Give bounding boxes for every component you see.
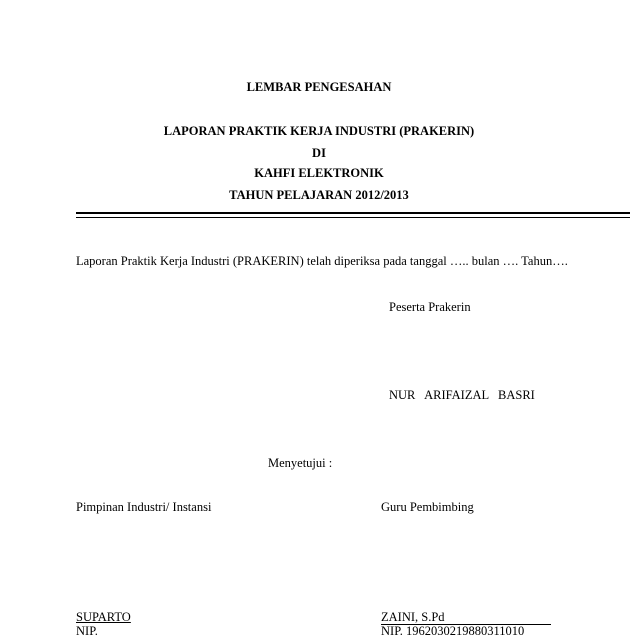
company-name: KAHFI ELEKTRONIK bbox=[254, 166, 384, 180]
report-location-prefix: DI bbox=[312, 146, 326, 160]
academic-year: TAHUN PELAJARAN 2012/2013 bbox=[229, 188, 409, 202]
participant-name: NUR ARIFAIZAL BASRI bbox=[389, 388, 535, 402]
industry-leader-id: NIP. bbox=[76, 624, 98, 638]
industry-leader-name: SUPARTO bbox=[76, 610, 131, 624]
supervisor-id-row bbox=[381, 624, 581, 638]
approval-label: Menyetujui : bbox=[268, 456, 333, 470]
document-title: LEMBAR PENGESAHAN bbox=[246, 80, 392, 94]
header-divider-thick bbox=[76, 212, 630, 214]
report-title-line: LAPORAN PRAKTIK KERJA INDUSTRI (PRAKERIN) bbox=[163, 124, 475, 138]
industry-leader-id-row bbox=[76, 624, 276, 638]
participant-label: Peserta Prakerin bbox=[389, 300, 471, 314]
supervisor-title: Guru Pembimbing bbox=[381, 500, 474, 514]
supervisor-id: NIP. 1962030219880311010 bbox=[381, 624, 525, 638]
verification-statement: Laporan Praktik Kerja Industri (PRAKERIN) telah diperiksa pada tanggal ….. bulan …. Tahun…. bbox=[76, 254, 568, 268]
supervisor-name-text: ZAINI, S.Pd bbox=[381, 610, 445, 624]
supervisor-name bbox=[381, 610, 551, 625]
header-divider-thin bbox=[76, 217, 630, 218]
industry-leader-title: Pimpinan Industri/ Instansi bbox=[76, 500, 212, 514]
